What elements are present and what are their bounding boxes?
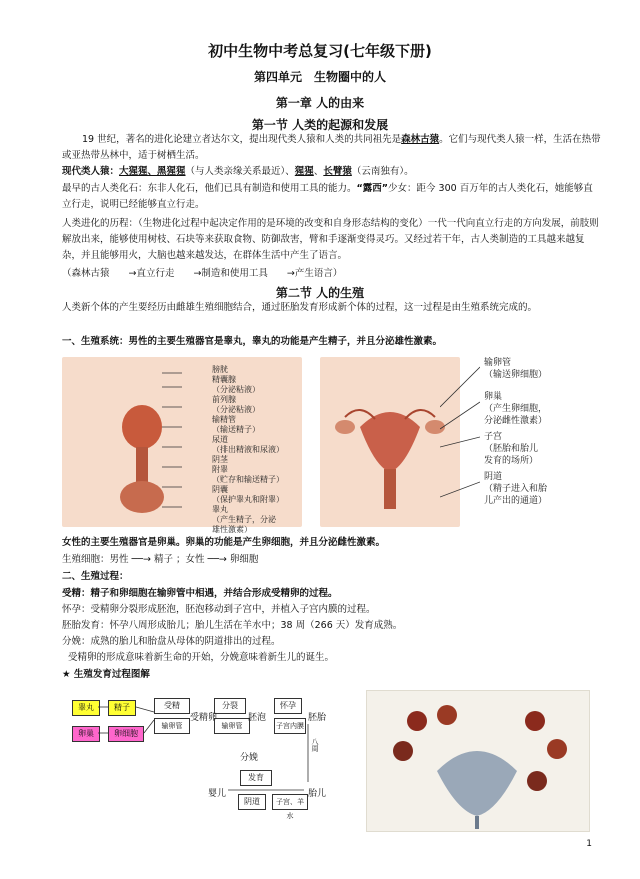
chapter-heading: 第一章 人的由来 bbox=[275, 96, 365, 110]
label-blastocyst: 胚泡 bbox=[248, 713, 267, 723]
box-development: 发育 bbox=[240, 770, 272, 786]
box-vagina: 阴道 bbox=[238, 794, 266, 810]
label-fetus: 胎儿 bbox=[308, 789, 327, 799]
box-testis: 睾丸 bbox=[72, 700, 100, 716]
male-label: （产生精子，分泌 bbox=[212, 515, 276, 524]
male-label: （保护睾丸和附睾） bbox=[212, 495, 284, 504]
female-leader-lines bbox=[440, 357, 480, 527]
paragraph-origin: 19 世纪，著名的进化论建立者达尔文，提出现代类人猿和人类的共同祖先是森林古猿。它们与现代类人猿一样，生活在热带或亚热带丛林中，适于树栖生活。 bbox=[62, 134, 601, 161]
box-ovary: 卵巢 bbox=[72, 726, 100, 742]
male-reproductive-figure bbox=[62, 357, 302, 534]
female-label: 儿产出的通道） bbox=[484, 496, 548, 506]
label-zygote: 受精卵 bbox=[190, 713, 218, 723]
female-reproductive-figure bbox=[320, 357, 460, 527]
label-embryo: 胚胎 bbox=[308, 713, 327, 723]
box-division: 分裂 bbox=[214, 698, 246, 714]
female-label: 发育的场所） bbox=[484, 456, 539, 466]
box-ovum: 卵细胞 bbox=[108, 726, 144, 742]
section-heading-2: 第二节 人的生殖 bbox=[275, 286, 365, 300]
paragraph-apes: 现代类人猿：大猩猩、黑猩猩（与人类亲缘关系最近）、猩猩、长臂猿（云南独有）。 bbox=[62, 166, 414, 177]
male-label: （输送精子） bbox=[212, 425, 260, 434]
paragraph-embryo: 胚胎发育：怀孕八周形成胎儿；胎儿生活在羊水中；38 周（266 天）发育成熟。 bbox=[62, 620, 403, 631]
female-label: 分泌雌性激素） bbox=[484, 416, 548, 426]
paragraph-process-heading: 二、生殖过程： bbox=[62, 571, 129, 582]
uterus-process-illustration bbox=[366, 690, 590, 832]
female-label: 子宫 bbox=[484, 432, 503, 442]
male-label: 前列腺 bbox=[212, 395, 236, 404]
box-uterus-amniotic: 子宫、羊水 bbox=[272, 794, 308, 810]
male-label: 阴囊 bbox=[212, 485, 228, 494]
paragraph-fossil: 最早的古人类化石：东非人化石，他们已具有制造和使用工具的能力。“露西”少女：距今 300 百万年的古人类化石，她能够直立行走，说明已经能够直立行走。 bbox=[62, 183, 593, 210]
paragraph-pregnancy: 怀孕：受精卵分裂形成胚泡，胚泡移动到子宫中，并植入子宫内膜的过程。 bbox=[62, 604, 376, 615]
box-sperm: 精子 bbox=[108, 700, 136, 716]
box-fertilization: 受精 bbox=[154, 698, 190, 714]
paragraph-reproduction: 人类新个体的产生要经历由雌雄生殖细胞结合，通过胚胎发育形成新个体的过程，这一过程是由生殖系统完成的。 bbox=[62, 302, 538, 313]
reproduction-flow-diagram bbox=[72, 690, 362, 820]
page-title: 初中生物中考总复习(七年级下册) bbox=[208, 42, 432, 60]
paragraph-birth: 分娩：成熟的胎儿和胎盘从母体的阴道排出的过程。 bbox=[62, 636, 281, 647]
box-oviduct-2: 输卵管 bbox=[214, 718, 250, 734]
female-label: 阴道 bbox=[484, 472, 503, 482]
diagram-heading: ★ 生殖发育过程图解 bbox=[62, 669, 150, 680]
label-eight-weeks: 八周 bbox=[311, 738, 319, 752]
uterus-drawing bbox=[367, 691, 589, 831]
flow-arrows bbox=[72, 690, 362, 820]
female-label: 输卵管 bbox=[484, 358, 512, 368]
female-label: （精子进入和胎 bbox=[484, 484, 548, 494]
paragraph-female-system: 女性的主要生殖器官是卵巢。卵巢的功能是产生卵细胞，并且分泌雌性激素。 bbox=[62, 537, 386, 548]
female-label: （产生卵细胞， bbox=[484, 404, 548, 414]
male-label: 附睾 bbox=[212, 465, 228, 474]
male-label: 睾丸 bbox=[212, 505, 228, 514]
male-label: 精囊腺 bbox=[212, 375, 236, 384]
box-oviduct: 输卵管 bbox=[154, 718, 190, 734]
unit-heading: 第四单元 生物圈中的人 bbox=[253, 70, 386, 84]
paragraph-evolution: 人类进化的历程：（生物进化过程中起决定作用的是环境的改变和自身形态结构的变化）一代一代向直立行走的方向发展，前肢则解放出来，能够使用树枝、石块等来获取食物、防御敌害，臂和手逐渐变得灵巧。又经过若干年，古人类制造的工具越来越复杂，并且能够用火，大脑也越来越发达，在群体生活中产生了语言。 bbox=[62, 218, 599, 261]
male-label: 尿道 bbox=[212, 435, 228, 444]
female-label: （输送卵细胞） bbox=[484, 370, 548, 380]
male-label: 膀胱 bbox=[212, 365, 228, 374]
male-label: （分泌粘液） bbox=[212, 405, 260, 414]
male-label: （排出精液和尿液） bbox=[212, 445, 284, 454]
female-organ-illustration bbox=[320, 357, 460, 527]
paragraph-evolution-chain: （森林古猿 →直立行走 →制造和使用工具 →产生语言） bbox=[62, 268, 343, 279]
female-label: （胚胎和胎儿 bbox=[484, 444, 539, 454]
male-label: （分泌粘液） bbox=[212, 385, 260, 394]
page-number: 1 bbox=[586, 839, 592, 849]
paragraph-fertilization: 受精：精子和卵细胞在输卵管中相遇，并结合形成受精卵的过程。 bbox=[62, 588, 338, 599]
section-heading-1: 第一节 人类的起源和发展 bbox=[251, 118, 389, 132]
male-label: （贮存和输送精子） bbox=[212, 475, 284, 484]
paragraph-germ-cells: 生殖细胞：男性 ──→ 精子 ；女性 ──→ 卵细胞 bbox=[62, 554, 259, 565]
male-label: 阴茎 bbox=[212, 455, 228, 464]
male-label: 输精管 bbox=[212, 415, 236, 424]
label-infant: 婴儿 bbox=[208, 789, 227, 799]
male-labels bbox=[212, 365, 302, 535]
female-label: 卵巢 bbox=[484, 392, 503, 402]
female-labels bbox=[484, 357, 604, 507]
paragraph-male-system: 一、生殖系统：男性的主要生殖器官是睾丸，睾丸的功能是产生精子，并且分泌雄性激素。 bbox=[62, 336, 443, 347]
label-delivery: 分娩 bbox=[240, 753, 259, 763]
male-label: 雄性激素） bbox=[212, 525, 252, 534]
box-pregnancy: 怀孕 bbox=[274, 698, 302, 714]
box-endometrium: 子宫内膜 bbox=[274, 718, 306, 734]
paragraph-meaning: 受精卵的形成意味着新生命的开始，分娩意味着新生儿的诞生。 bbox=[68, 652, 335, 663]
